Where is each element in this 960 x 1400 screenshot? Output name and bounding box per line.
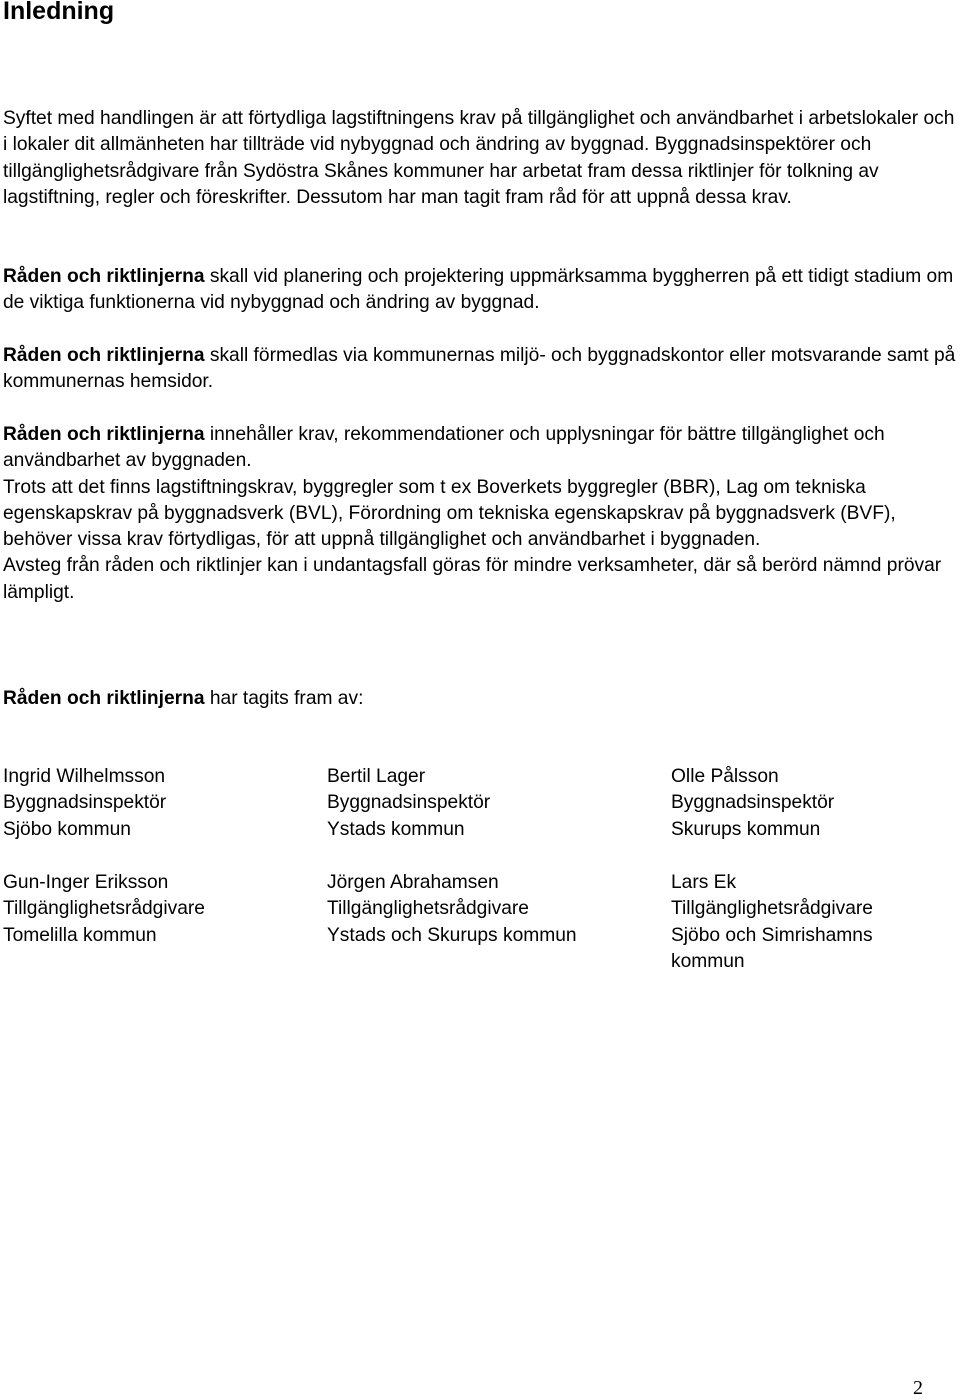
exemption-paragraph: Avsteg från råden och riktlinjer kan i undantagsfall göras för mindre verksamheter, där så berörd nämnd prövar lämpligt. — [3, 555, 942, 603]
intro-paragraph: Syftet med handlingen är att förtydliga lagstiftningens krav på tillgänglighet och användbarhet i arbetslokaler och i lokaler dit allmänheten har tillträde vid nybyggnad och ändring av byggnad. Byggnadsinspektörer och tillgänglighetsrådgivare från Sydöstra Skånes kommuner har arbetat fram dessa riktlinjer för tolkning av lagstiftning, regler och föreskrifter. Dessutom har man tagit fram råd för att uppnå dessa krav. — [3, 108, 955, 208]
contact-municipality: Tomelilla kommun — [3, 924, 157, 946]
contact-municipality: Ystads kommun — [327, 818, 465, 840]
authors-intro-paragraph — [3, 686, 958, 712]
contact-card — [327, 870, 627, 949]
contact-name: Olle Pålsson — [671, 766, 779, 787]
contact-card — [671, 764, 960, 843]
contact-name: Gun-Inger Eriksson — [3, 872, 169, 893]
emphasis-text: Råden och riktlinjerna — [3, 266, 205, 287]
contact-role: Byggnadsinspektör — [671, 792, 835, 814]
planning-paragraph — [3, 264, 958, 317]
paragraph-text: innehåller krav, rekommendationer och upplysningar för bättre tillgänglighet och användbarhet av byggnaden. — [3, 424, 885, 472]
contact-card — [671, 870, 921, 976]
paragraph-text: skall vid planering och projektering uppmärksamma byggherren på ett tidigt stadium om de viktiga funktionerna vid nybyggnad och ändring av byggnad. — [3, 266, 954, 314]
page-number: 2 — [913, 1377, 923, 1399]
page-title: Inledning — [3, 0, 115, 25]
distribution-paragraph — [3, 343, 958, 396]
contact-name: Lars Ek — [671, 872, 737, 893]
contact-municipality: Skurups kommun — [671, 818, 821, 840]
emphasis-text: Råden och riktlinjerna — [3, 345, 205, 366]
contact-card — [3, 764, 303, 843]
contact-name: Jörgen Abrahamsen — [327, 872, 499, 893]
contact-card — [3, 870, 303, 949]
contact-role: Tillgänglighetsrådgivare — [327, 898, 529, 920]
contact-role: Byggnadsinspektör — [327, 792, 491, 814]
contact-card — [327, 764, 627, 843]
contact-municipality: Sjöbo kommun — [3, 818, 131, 840]
contact-name: Bertil Lager — [327, 766, 426, 787]
emphasis-text: Råden och riktlinjerna — [3, 424, 205, 445]
legislation-paragraph: Trots att det finns lagstiftningskrav, byggregler som t ex Boverkets byggregler (BBR), Lag om tekniska egenskapskrav på byggnadsverk (BVL), Förordning om tekniska egenskapskrav på byggnadsverk (BVF), behöver vissa krav förtydligas, för att uppnå tillgänglighet och användbarhet i byggnaden. — [3, 476, 896, 551]
emphasis-text: Råden och riktlinjerna — [3, 688, 205, 709]
contact-name: Ingrid Wilhelmsson — [3, 766, 166, 787]
contact-municipality: Ystads och Skurups kommun — [327, 924, 577, 946]
contents-paragraph — [3, 422, 958, 606]
contact-role: Tillgänglighetsrådgivare — [3, 898, 205, 920]
paragraph-text: skall förmedlas via kommunernas miljö- och byggnadskontor eller motsvarande samt på kommunernas hemsidor. — [3, 345, 956, 393]
paragraph-text: har tagits fram av: — [204, 688, 364, 709]
contact-role: Tillgänglighetsrådgivare — [671, 898, 873, 920]
contact-municipality: Sjöbo och Simrishamns kommun — [671, 924, 873, 973]
contact-role: Byggnadsinspektör — [3, 792, 167, 814]
